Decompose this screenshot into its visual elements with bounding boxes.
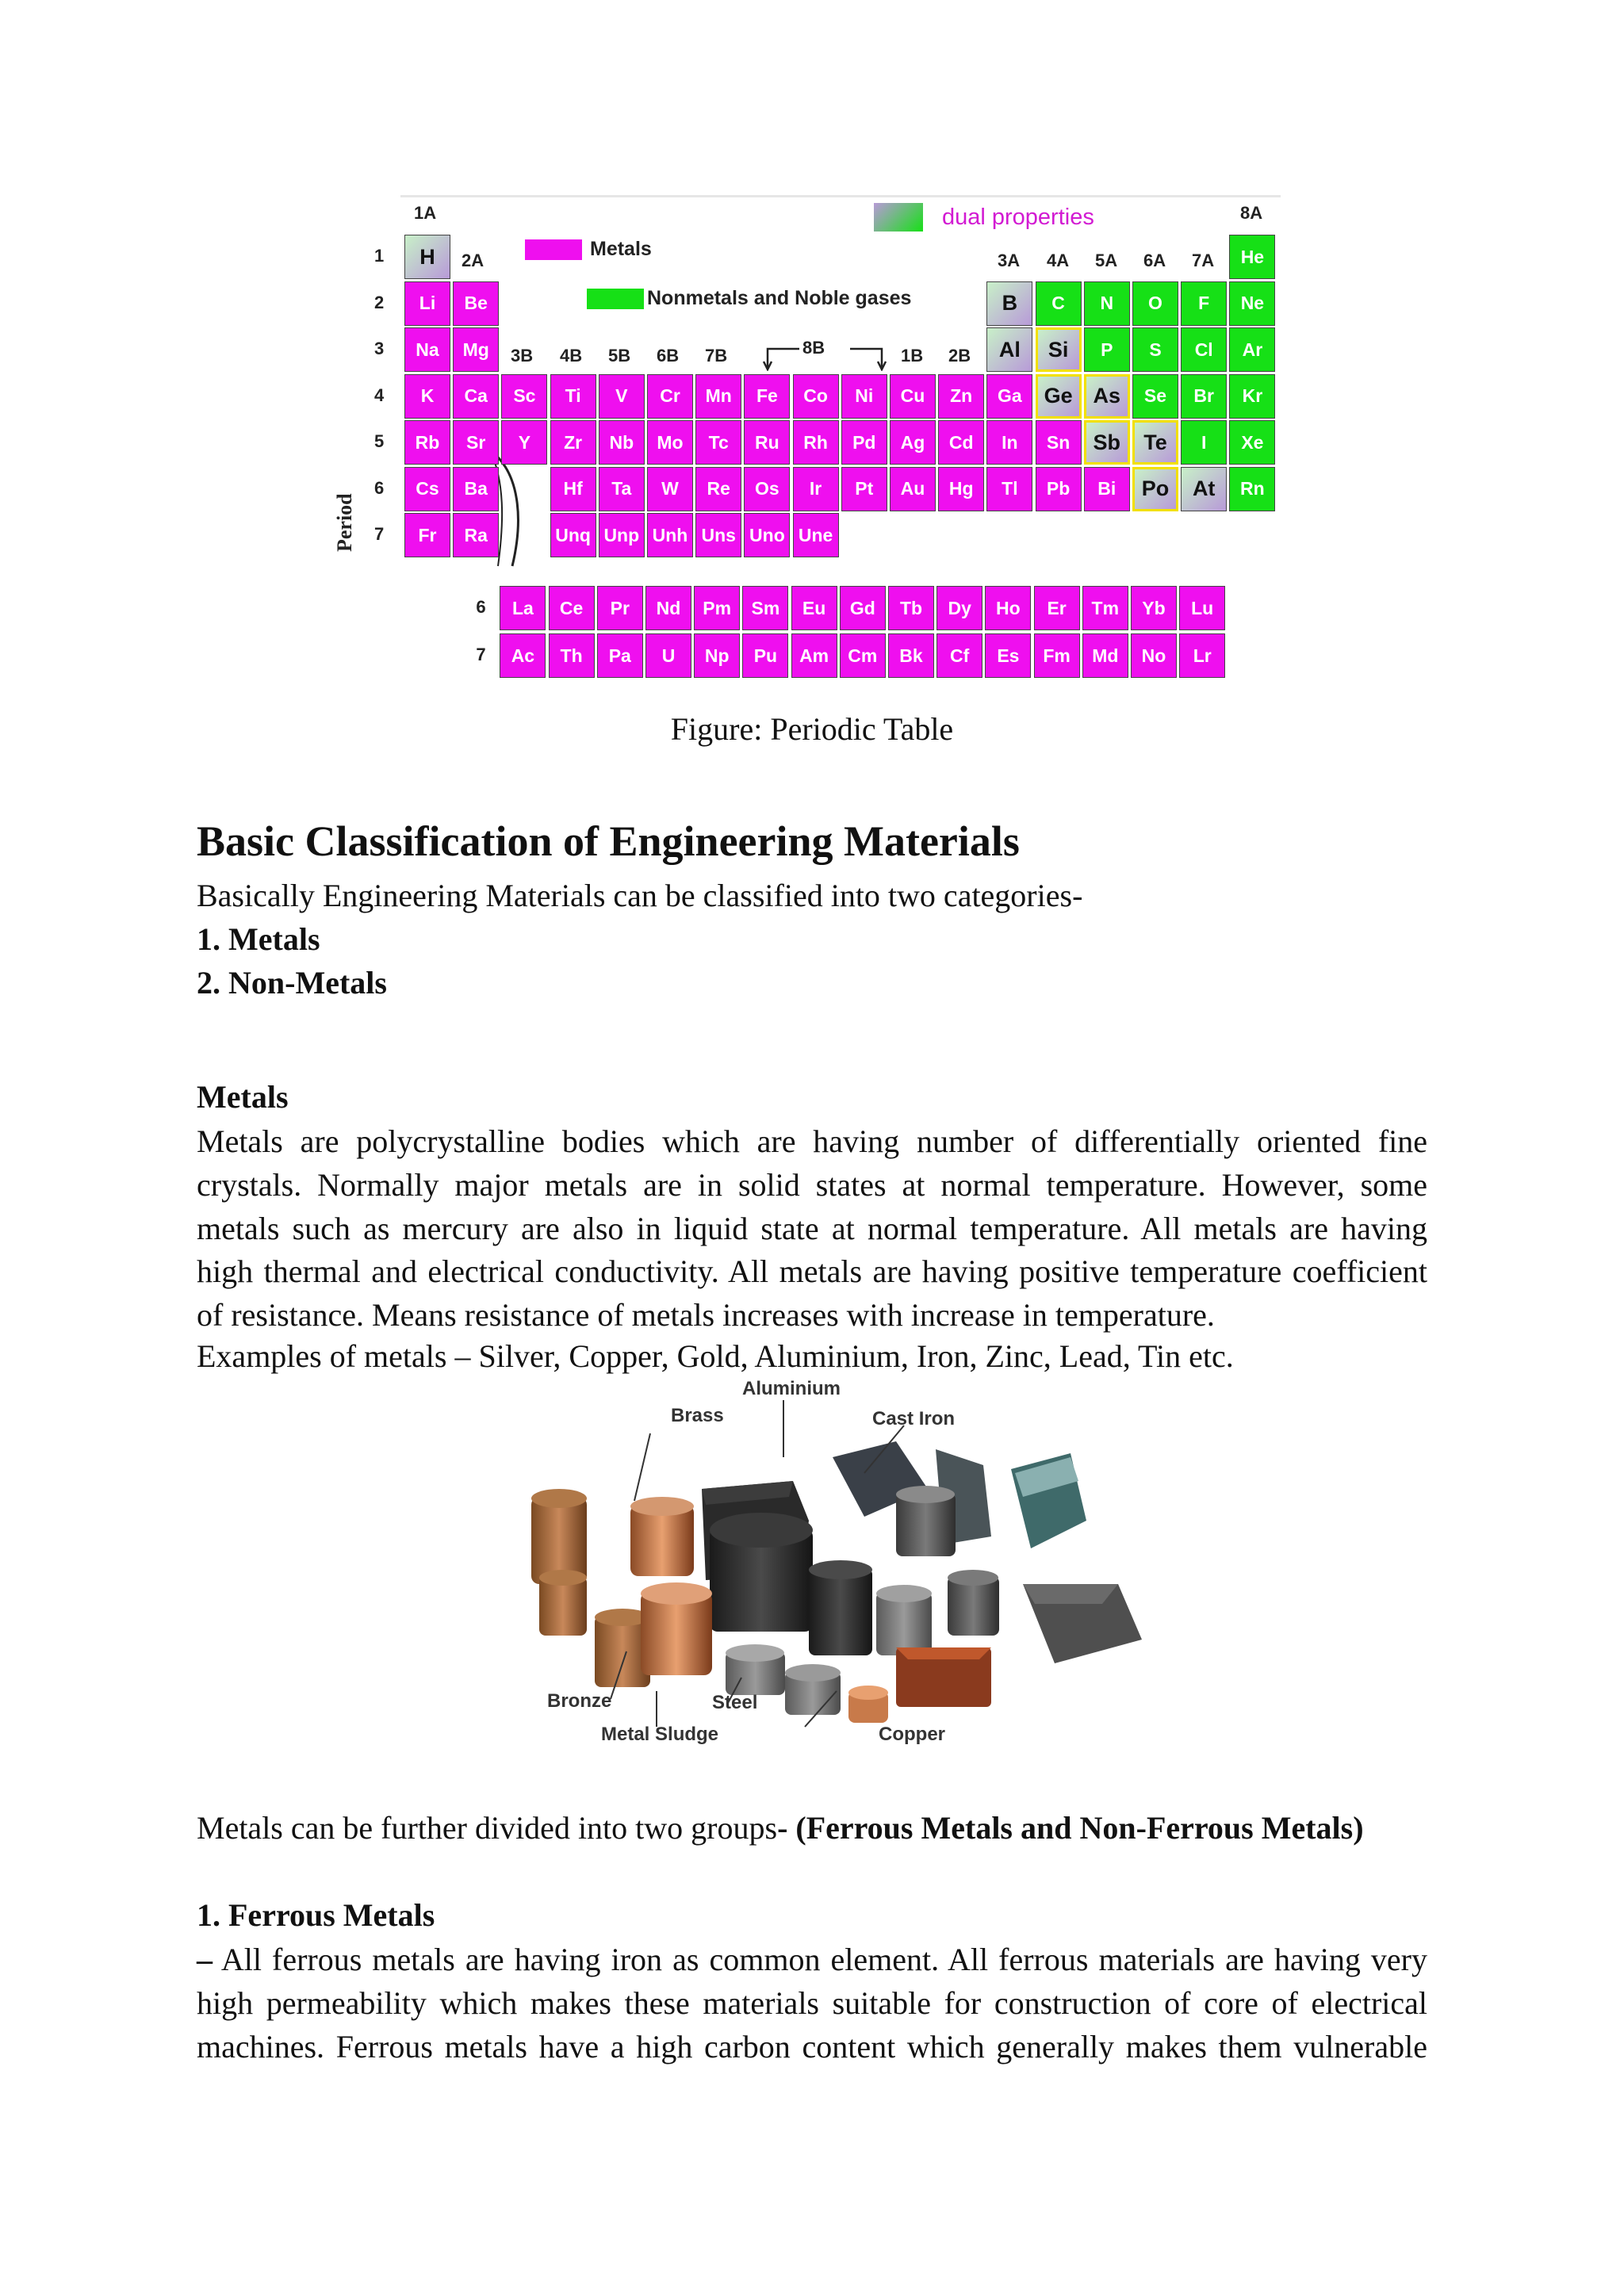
element-cell-nd: Nd	[645, 586, 691, 630]
period-number: 1	[374, 246, 385, 266]
metals-paragraph	[197, 1120, 1427, 1337]
dual-legend-swatch	[874, 203, 923, 232]
element-cell-at: At	[1181, 467, 1227, 511]
periodic-table-figure	[333, 195, 1285, 687]
group-label-5a: 5A	[1095, 251, 1118, 270]
element-cell-sb: Sb	[1084, 420, 1130, 465]
metals-legend-swatch	[525, 239, 582, 260]
metals-para-line: metals such as mercury are also in liquid state at normal temperature. All metals are having	[197, 1210, 1427, 1246]
element-cell-zn: Zn	[938, 374, 984, 419]
element-cell-ra: Ra	[453, 513, 499, 557]
figure-caption: Figure: Periodic Table	[670, 711, 954, 747]
element-cell-in: In	[986, 420, 1032, 465]
metals-para-line: crystals. Normally major metals are in solid states at normal temperature. However, some	[197, 1166, 1427, 1203]
metals-examples-line: Examples of metals – Silver, Copper, Gold, Aluminium, Iron, Zinc, Lead, Tin etc.	[197, 1338, 1234, 1374]
element-cell-bk: Bk	[888, 633, 934, 678]
element-cell-k: K	[404, 374, 450, 419]
group-label-1a: 1A	[414, 203, 437, 223]
steel-label: Steel	[712, 1692, 758, 1713]
group-label-4b: 4B	[560, 346, 583, 365]
element-cell-f: F	[1181, 281, 1227, 326]
element-cell-tc: Tc	[695, 420, 741, 465]
element-cell-er: Er	[1034, 586, 1080, 630]
series-period-number: 6	[476, 597, 486, 617]
period-number: 4	[374, 385, 385, 405]
element-cell-pt: Pt	[841, 467, 887, 511]
brass-label: Brass	[671, 1405, 724, 1426]
ferrous-para-line: high permeability which makes these materials suitable for construction of core of electrical	[197, 1984, 1427, 2021]
metal-samples-image	[515, 1378, 1150, 1758]
element-cell-mg: Mg	[453, 327, 499, 372]
element-cell-hg: Hg	[938, 467, 984, 511]
ferrous-para-line: machines. Ferrous metals have a high carbon content which generally makes them vulnerable	[197, 2028, 1427, 2064]
element-cell-np: Np	[694, 633, 740, 678]
element-cell-xe: Xe	[1229, 420, 1275, 465]
element-cell-th: Th	[549, 633, 595, 678]
element-cell-se: Se	[1132, 374, 1178, 419]
element-cell-ge: Ge	[1036, 374, 1082, 419]
element-cell-co: Co	[793, 374, 839, 419]
element-cell-pa: Pa	[597, 633, 643, 678]
element-cell-sn: Sn	[1036, 420, 1082, 465]
element-cell-li: Li	[404, 281, 450, 326]
group-label-3b: 3B	[511, 346, 534, 365]
element-cell-po: Po	[1132, 467, 1178, 511]
element-cell-tb: Tb	[888, 586, 934, 630]
element-cell-ag: Ag	[890, 420, 936, 465]
element-cell-fr: Fr	[404, 513, 450, 557]
ferrous-text: All ferrous metals are having iron as common element. All ferrous materials are having very	[213, 1942, 1427, 1977]
copper-label: Copper	[879, 1724, 945, 1745]
element-cell-au: Au	[890, 467, 936, 511]
figure-top-border	[400, 195, 1281, 197]
element-cell-pb: Pb	[1036, 467, 1082, 511]
element-cell-ni: Ni	[841, 374, 887, 419]
group-label-7a: 7A	[1192, 251, 1215, 270]
group-label-6a: 6A	[1143, 251, 1166, 270]
element-cell-al: Al	[986, 327, 1032, 372]
element-cell-rh: Rh	[793, 420, 839, 465]
element-cell-sm: Sm	[742, 586, 788, 630]
element-cell-une: Une	[793, 513, 839, 557]
element-cell-lr: Lr	[1179, 633, 1225, 678]
element-cell-o: O	[1132, 281, 1178, 326]
element-cell-si: Si	[1036, 327, 1082, 372]
element-cell-u: U	[645, 633, 691, 678]
element-cell-cs: Cs	[404, 467, 450, 511]
element-cell-bi: Bi	[1084, 467, 1130, 511]
element-cell-pm: Pm	[694, 586, 740, 630]
metals-para-line: high thermal and electrical conductivity. All metals are having positive temperature coefficient	[197, 1253, 1427, 1290]
element-cell-b: B	[986, 281, 1032, 326]
groups-line-bold: - (Ferrous Metals and Non-Ferrous Metals)	[777, 1810, 1364, 1846]
element-cell-sr: Sr	[453, 420, 499, 465]
element-cell-ta: Ta	[599, 467, 645, 511]
element-cell-la: La	[500, 586, 546, 630]
element-cell-rb: Rb	[404, 420, 450, 465]
element-cell-cd: Cd	[938, 420, 984, 465]
element-cell-y: Y	[501, 420, 547, 465]
period-number: 3	[374, 339, 385, 358]
aluminium-label: Aluminium	[742, 1378, 841, 1399]
bronze-label: Bronze	[547, 1690, 612, 1712]
group-label-1b: 1B	[901, 346, 924, 365]
element-cell-cl: Cl	[1181, 327, 1227, 372]
element-cell-lu: Lu	[1179, 586, 1225, 630]
element-cell-yb: Yb	[1131, 586, 1177, 630]
element-cell-nb: Nb	[599, 420, 645, 465]
ferrous-para-line	[197, 1938, 1427, 1982]
element-cell-te: Te	[1132, 420, 1178, 465]
group-label-6b: 6B	[657, 346, 680, 365]
element-cell-no: No	[1131, 633, 1177, 678]
group-8b-bracket	[761, 339, 888, 371]
element-cell-es: Es	[985, 633, 1031, 678]
ferrous-paragraph	[197, 1938, 1427, 2068]
element-cell-ga: Ga	[986, 374, 1032, 419]
nonmetals-legend-label: Nonmetals and Noble gases	[647, 287, 912, 309]
element-cell-fe: Fe	[744, 374, 790, 419]
metals-para-line: Metals are polycrystalline bodies which are having number of differentially oriented fine	[197, 1123, 1427, 1159]
element-cell-ti: Ti	[550, 374, 596, 419]
element-cell-kr: Kr	[1229, 374, 1275, 419]
element-cell-unh: Unh	[647, 513, 693, 557]
element-cell-pd: Pd	[841, 420, 887, 465]
element-cell-tm: Tm	[1082, 586, 1128, 630]
groups-line	[197, 1809, 1364, 1846]
section-title: Basic Classification of Engineering Materials	[197, 817, 1020, 865]
metals-legend-label: Metals	[590, 238, 652, 260]
element-cell-sc: Sc	[501, 374, 547, 419]
element-cell-p: P	[1084, 327, 1130, 372]
element-cell-re: Re	[695, 467, 741, 511]
metals-para-line: of resistance. Means resistance of metals increases with increase in temperature.	[197, 1297, 1215, 1334]
element-cell-br: Br	[1181, 374, 1227, 419]
period-number: 7	[374, 524, 385, 544]
element-cell-ce: Ce	[549, 586, 595, 630]
element-cell-cm: Cm	[840, 633, 886, 678]
element-cell-ru: Ru	[744, 420, 790, 465]
element-cell-unp: Unp	[599, 513, 645, 557]
metal-sludge-label: Metal Sludge	[601, 1724, 719, 1745]
element-cell-ne: Ne	[1229, 281, 1275, 326]
element-cell-uno: Uno	[744, 513, 790, 557]
element-cell-eu: Eu	[791, 586, 837, 630]
group-label-4a: 4A	[1047, 251, 1070, 270]
cast-iron-label: Cast Iron	[872, 1408, 956, 1429]
element-cell-na: Na	[404, 327, 450, 372]
element-cell-cr: Cr	[647, 374, 693, 419]
element-cell-as: As	[1084, 374, 1130, 419]
period-number: 2	[374, 292, 385, 312]
element-cell-gd: Gd	[840, 586, 886, 630]
element-cell-v: V	[599, 374, 645, 419]
period-number: 5	[374, 431, 385, 451]
element-cell-fm: Fm	[1034, 633, 1080, 678]
group-label-3a: 3A	[998, 251, 1021, 270]
element-cell-pr: Pr	[597, 586, 643, 630]
element-cell-pu: Pu	[742, 633, 788, 678]
period-number: 6	[374, 477, 385, 498]
element-cell-hf: Hf	[550, 467, 596, 511]
category-metals: 1. Metals	[197, 921, 320, 957]
group-label-8b: 8B	[802, 338, 825, 358]
group-label-7b: 7B	[705, 346, 728, 365]
groups-line-text: Metals can be further divided into two groups	[197, 1810, 778, 1846]
series-period-number: 7	[476, 645, 486, 664]
element-cell-he: He	[1229, 235, 1275, 279]
ferrous-heading: 1. Ferrous Metals	[197, 1897, 435, 1933]
element-cell-cu: Cu	[890, 374, 936, 419]
element-cell-ba: Ba	[453, 467, 499, 511]
element-cell-i: I	[1181, 420, 1227, 465]
group-label-8a: 8A	[1240, 203, 1263, 223]
element-cell-uns: Uns	[695, 513, 741, 557]
group-label-5b: 5B	[608, 346, 631, 365]
element-cell-ca: Ca	[453, 374, 499, 419]
element-cell-am: Am	[791, 633, 837, 678]
element-cell-unq: Unq	[550, 513, 596, 557]
element-cell-be: Be	[453, 281, 499, 326]
element-cell-c: C	[1036, 281, 1082, 326]
element-cell-ho: Ho	[985, 586, 1031, 630]
element-cell-n: N	[1084, 281, 1130, 326]
element-cell-w: W	[647, 467, 693, 511]
element-cell-md: Md	[1082, 633, 1128, 678]
group-label-2a: 2A	[462, 251, 485, 270]
nonmetals-legend-swatch	[587, 289, 644, 309]
group-label-2b: 2B	[948, 346, 971, 365]
element-cell-tl: Tl	[986, 467, 1032, 511]
element-cell-ar: Ar	[1229, 327, 1275, 372]
element-cell-s: S	[1132, 327, 1178, 372]
element-cell-cf: Cf	[936, 633, 982, 678]
ferrous-dash: –	[197, 1942, 213, 1977]
element-cell-ir: Ir	[793, 467, 839, 511]
metals-heading: Metals	[197, 1079, 289, 1115]
element-cell-mo: Mo	[647, 420, 693, 465]
element-cell-mn: Mn	[695, 374, 741, 419]
dual-legend-label: dual properties	[942, 205, 1094, 230]
element-cell-h: H	[404, 235, 450, 279]
category-non-metals: 2. Non-Metals	[197, 965, 387, 1001]
intro-line: Basically Engineering Materials can be classified into two categories-	[197, 878, 1083, 913]
element-cell-os: Os	[744, 467, 790, 511]
element-cell-ac: Ac	[500, 633, 546, 678]
element-cell-zr: Zr	[550, 420, 596, 465]
element-cell-rn: Rn	[1229, 467, 1275, 511]
element-cell-dy: Dy	[936, 586, 982, 630]
period-axis-label: Period	[333, 493, 356, 552]
